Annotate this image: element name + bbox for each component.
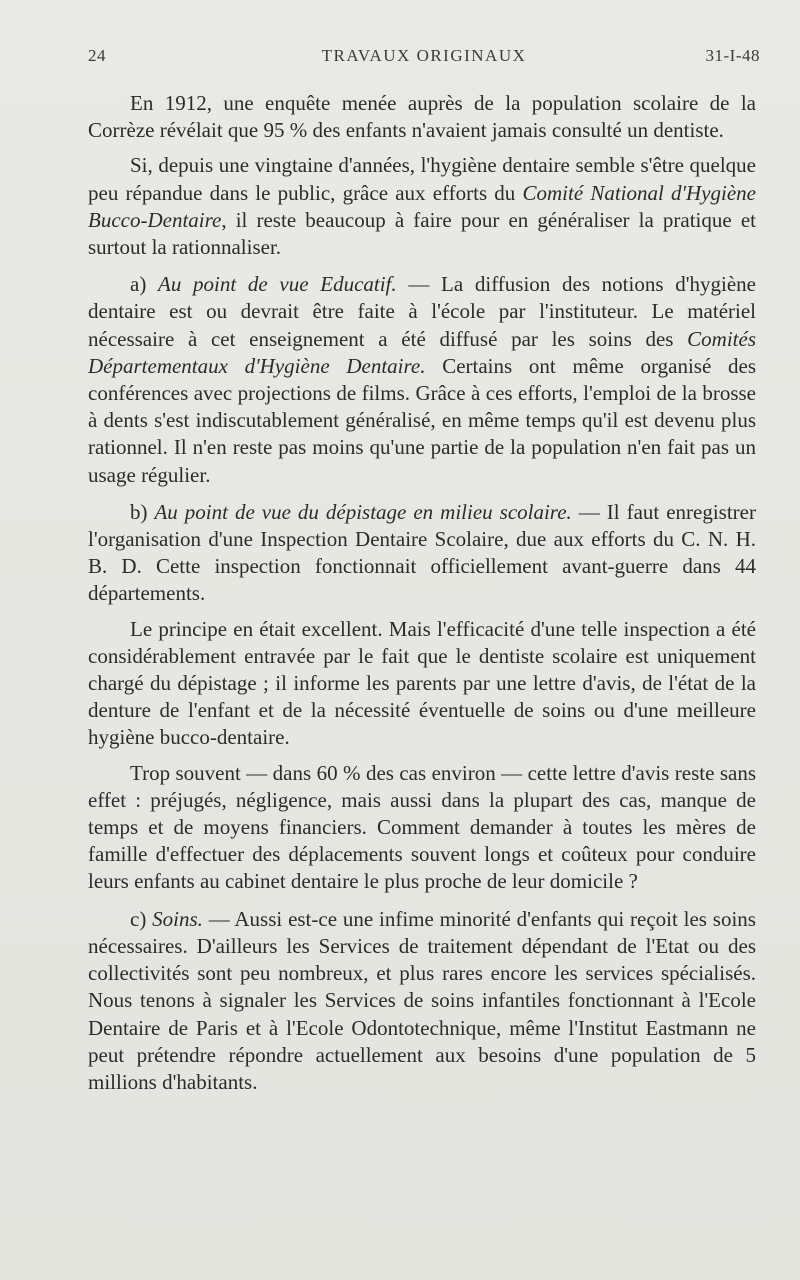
paragraph-text: — La diffusion des notions d'hygiène dentaire est ou devrait être faite à l'école par l'instituteur. Le matériel nécessaire à cet enseignement a été diffusé par les soins des [88, 272, 756, 351]
paragraph-trop-souvent [88, 760, 756, 896]
section-label: a) [130, 272, 159, 297]
paragraph-principe [88, 616, 756, 752]
paragraph-depistage [88, 499, 756, 608]
section-heading: Au point de vue Educatif. [158, 272, 397, 297]
body-text [88, 90, 756, 1104]
committee-name: Comité National d'Hygiène Bucco-Dentaire [88, 180, 756, 232]
issue-date: 31-I-48 [705, 46, 760, 65]
running-head [88, 46, 760, 68]
paragraph-text: — Il faut enregistrer l'organisation d'une Inspection Dentaire Scolaire, due aux efforts du C. N. H. B. D. Cette inspection fonctionnait officiellement avant-guerre dans 44 départements. [88, 499, 756, 606]
paragraph-text: Certains ont même organisé des conférences avec projections de films. Grâce à ces efforts, l'emploi de la brosse à dents s'est indiscutablement généralisé, en même temps qu'il est devenu plus rationnel. Il n'en reste pas moins qu'une partie de la population n'en fait pas un usage régulier. [88, 353, 756, 487]
section-label: b) [130, 499, 155, 524]
paragraph-survey-1912 [88, 90, 756, 144]
paragraph-text: Le principe en était excellent. Mais l'efficacité d'une telle inspection a été considérablement entravée par le fait que le dentiste scolaire est uniquement chargé du dépistage ; il informe les parents par une lettre d'avis, de l'état de la denture de l'enfant et de la nécessité éventuelle de soins ou d'une meilleure hygiène bucco-dentaire. [88, 616, 756, 750]
page-number: 24 [88, 46, 106, 65]
paragraph-text: — Aussi est-ce une infime minorité d'enfants qui reçoit les soins nécessaires. D'ailleurs les Services de traitement dépendant de l'Etat ou des collectivités sont peu nombreux, et plus rares encore les services spécialisés. Nous tenons à signaler les Services de soins infantiles fonctionnant à l'Ecole Dentaire de Paris et à l'Ecole Odontotechnique, même l'Institut Eastmann ne peut prétendre répondre actuellement aux besoins d'une population de 5 millions d'habitants. [88, 906, 756, 1094]
paragraph-soins [88, 906, 756, 1096]
paragraph-text: Trop souvent — dans 60 % des cas environ — cette lettre d'avis reste sans effet : préjugés, négligence, mais aussi dans la plupart des cas, manque de temps et de moyens financiers. Comment demander à toutes les mères de famille d'effectuer des déplacements souvent longs et coûteux pour conduire leurs enfants au cabinet dentaire le plus proche de leur domicile ? [88, 760, 756, 894]
section-heading: Soins. [152, 906, 203, 931]
journal-section-title: TRAVAUX ORIGINAUX [321, 46, 527, 65]
paragraph-educatif [88, 271, 756, 489]
paragraph-hygiene-spread [88, 152, 756, 261]
section-heading: Au point de vue du dépistage en milieu scolaire. [154, 499, 572, 524]
paragraph-text: Si, depuis une vingtaine d'années, l'hygiène dentaire semble s'être quelque peu répandue dans le public, grâce aux efforts du [88, 153, 756, 205]
committee-name: Comités Départementaux d'Hygiène Dentaire. [88, 326, 756, 378]
section-label: c) [130, 906, 153, 931]
paragraph-text: En 1912, une enquête menée auprès de la population scolaire de la Corrèze révélait que 95 % des enfants n'avaient jamais consulté un dentiste. [88, 91, 756, 143]
paragraph-text: , il reste beaucoup à faire pour en généraliser la pratique et surtout la rationnaliser. [88, 207, 756, 260]
